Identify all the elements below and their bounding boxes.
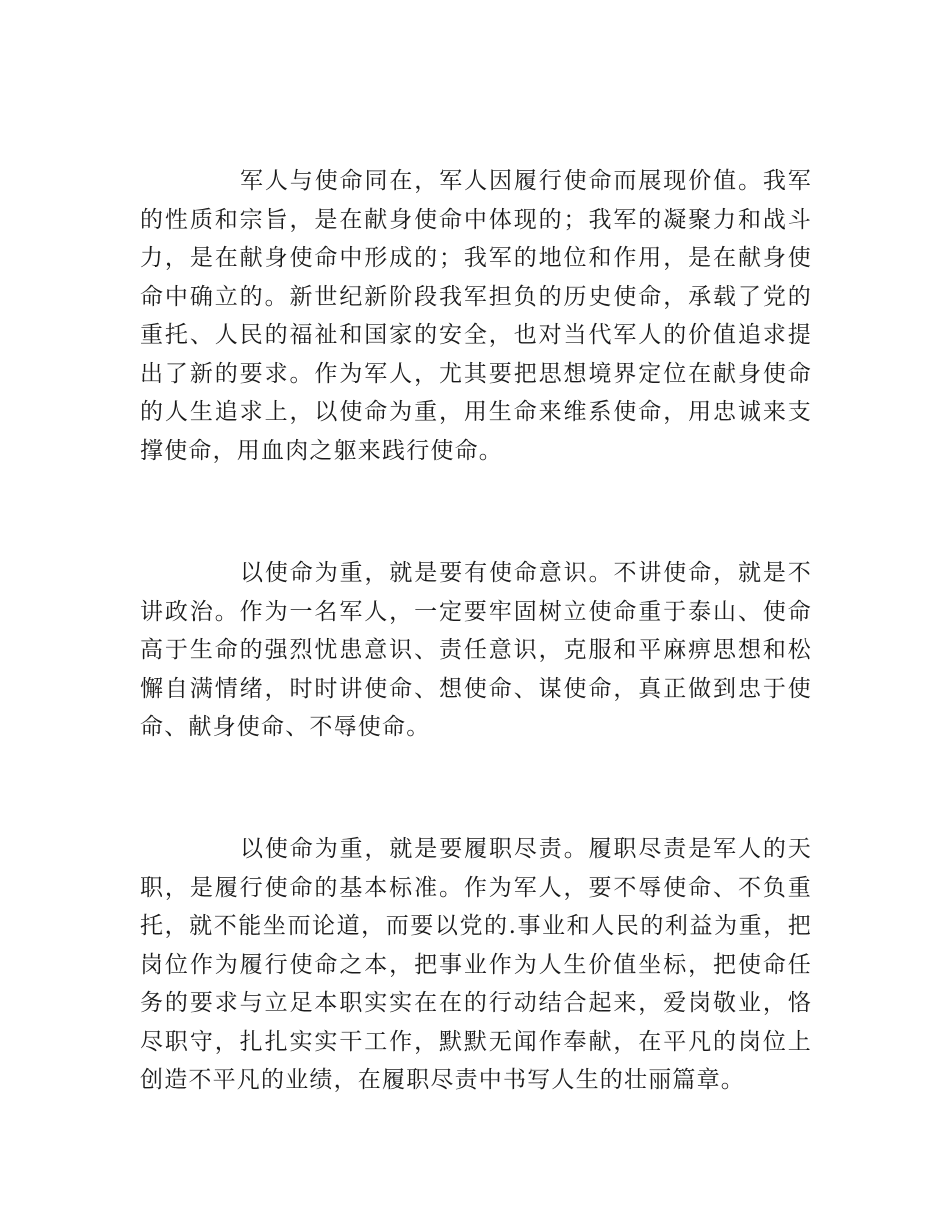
- paragraph-3: [140, 830, 812, 1100]
- paragraph-1-text: 军人与使命同在，军人因履行使命而展现价值。我军的性质和宗旨，是在献身使命中体现的；我军的凝聚力和战斗力，是在献身使命中形成的；我军的地位和作用，是在献身使命中确立的。新世纪新阶段我军担负的历史使命，承载了党的重托、人民的福祉和国家的安全，也对当代军人的价值追求提出了新的要求。作为军人，尤其要把思想境界定位在献身使命的人生追求上，以使命为重，用生命来维系使命，用忠诚来支撑使命，用血肉之躯来践行使命。: [140, 168, 812, 464]
- paragraph-2: [140, 554, 812, 747]
- paragraph-2-text: 以使命为重，就是要有使命意识。不讲使命，就是不讲政治。作为一名军人，一定要牢固树立使命重于泰山、使命高于生命的强烈忧患意识、责任意识，克服和平麻痹思想和松懈自满情绪，时时讲使命、想使命、谋使命，真正做到忠于使命、献身使命、不辱使命。: [140, 560, 812, 740]
- paragraph-1: [140, 162, 812, 470]
- paragraph-3-text: 以使命为重，就是要履职尽责。履职尽责是军人的天职，是履行使命的基本标准。作为军人，要不辱使命、不负重托，就不能坐而论道，而要以党的.事业和人民的利益为重，把岗位作为履行使命之本，把事业作为人生价值坐标，把使命任务的要求与立足本职实实在在的行动结合起来，爱岗敬业，恪尽职守，扎扎实实干工作，默默无闻作奉献，在平凡的岗位上创造不平凡的业绩，在履职尽责中书写人生的壮丽篇章。: [140, 836, 812, 1093]
